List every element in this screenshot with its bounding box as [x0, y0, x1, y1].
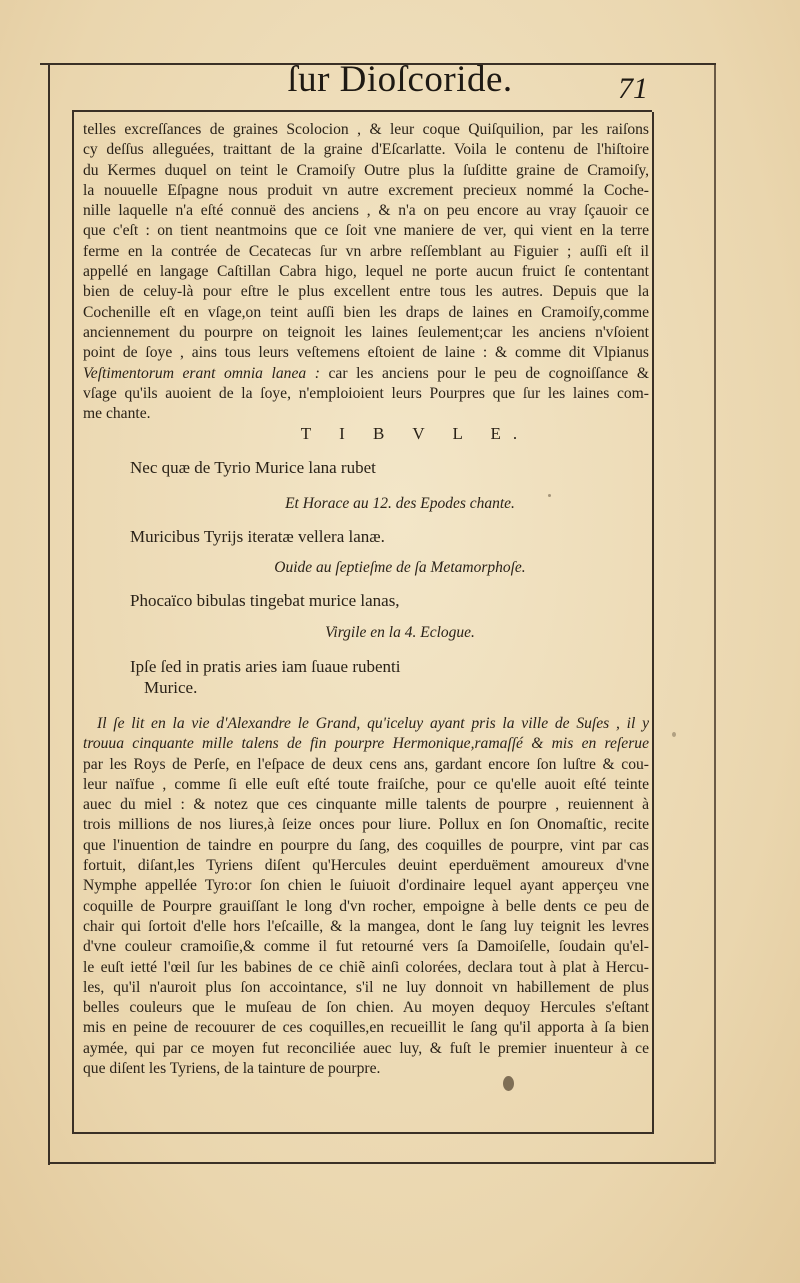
attribution-horace: Et Horace au 12. des Epodes chante. [285, 495, 515, 512]
text-line: les, qu'il n'auroit plus ſon accointance, s'il ne luy donnoit vn habillement de plus [83, 978, 649, 996]
right-border-rule [714, 65, 716, 1164]
section-heading-tibulle: T I B V L E. [300, 424, 530, 443]
page-number: 71 [618, 72, 648, 105]
text-line: que l'inuention de taindre en pourpre du ſang, des coquilles de pourpre, vint par cas [83, 836, 649, 854]
text-line: d'vne couleur cramoiſie,& comme il fut retourné vers ſa Damoiſelle, ſoudain qu'el- [83, 938, 649, 956]
latin-quote: Veſtimentorum erant omnia lanea : [83, 364, 320, 382]
text-line: auec du miel : & notez que ces cinquante mille talents de pourpre , reuiennent à [83, 796, 649, 814]
inner-bottom-rule [72, 1132, 654, 1134]
attribution-virgile: Virgile en la 4. Eclogue. [325, 624, 475, 641]
text-line-mixed [83, 364, 649, 384]
text-line: cy deſſus alleguées, traittant de la graine d'Eſcarlatte. Voila le contenu de l'hiſtoire [83, 141, 649, 159]
verse-virgile-line-2: Murice. [144, 678, 198, 697]
text-line: appellé en langage Caſtillan Cabra higo, lequel ne porte aucun fruict ſe contentant [83, 263, 649, 281]
verse-ovide: Phocaïco bibulas tingebat murice lanas, [130, 591, 400, 610]
left-border-rule [48, 65, 50, 1165]
text-line: nille laquelle n'a eſté connuë des anciens , & n'a on peu encore au vray ſçauoir ce [83, 202, 649, 220]
text-line: me chante. [83, 405, 151, 423]
text-line: point de ſoye , ains tous leurs veſtemens eſtoient de laine : & comme dit Vlpianus [83, 344, 649, 362]
text-line: Nymphe appellée Tyro:or ſon chien le ſuiuoit d'ordinaire lequel ayant apperçeu vne [83, 877, 649, 895]
text-line-italic: Il ſe lit en la vie d'Alexandre le Grand, qu'iceluy ayant pris la ville de Suſes , il y [97, 715, 649, 732]
bottom-border-rule [48, 1162, 716, 1164]
text-line: le euſt ietté l'œil ſur les babines de ce chiẽ ainſi colorées, declara tout à plat à Hercu- [83, 958, 649, 976]
text-line: que diſent les Tyriens, de la tainture de pourpre. [83, 1060, 381, 1078]
verse-virgile-line-1: Ipſe ſed in pratis aries iam ſuaue rubenti [130, 657, 401, 676]
text-line: que c'eſt : on tient neantmoins que ce ſoit vne maniere de ver, qui vient en la terre [83, 222, 649, 240]
text-line: vſage qu'ils auoient de la ſoye, n'emploioient leurs Pourpres que ſur les laines com- [83, 384, 649, 402]
text-line: par les Roys de Perſe, en l'eſpace de deux cens ans, gardant encore ſon luſtre & cou- [83, 755, 649, 773]
paragraph-cochenille [83, 120, 649, 424]
inner-right-rule [652, 112, 654, 1132]
text-line: aymée, qui par ce moyen fut reconciliée auec luy, & fuſt le premier inuenteur à ce [83, 1039, 649, 1057]
text-line-italic: trouua cinquante mille talens de fin pourpre Hermonique,ramaſſé & mis en reſerue [83, 735, 649, 753]
text-line: ferme en la contrée de Cecatecas ſur vn arbre reſſemblant au Figuier ; auſſi eſt il [83, 242, 649, 260]
header-underline-rule [72, 110, 652, 112]
text-line: du Kermes duquel on teint le Cramoiſy Outre plus la ſuſditte graine de Cramoiſy, [83, 161, 649, 179]
text-line: fortuit, diſant,les Tyriens diſent qu'Hercules deuint eperduëment amoureux d'vne [83, 857, 649, 875]
paragraph-alexandre-hercules [83, 714, 649, 1079]
attribution-ovide: Ouide au ſeptieſme de ſa Metamorphoſe. [274, 559, 526, 576]
running-header-title: ſur Dioſcoride. [287, 59, 513, 100]
ink-speck [672, 732, 676, 737]
text-line: telles excreſſances de graines Scolocion , & leur coque Quiſquilion, par les raiſons [83, 121, 649, 138]
verse-horace: Muricibus Tyrijs iteratæ vellera lanæ. [130, 527, 385, 546]
ink-blot [503, 1076, 514, 1091]
verse-tibulle: Nec quæ de Tyrio Murice lana rubet [130, 458, 376, 477]
text-line: belles couleurs que le muſeau de ſon chien. Au moyen dequoy Hercules s'eſtant [83, 999, 649, 1017]
inner-left-rule [72, 112, 74, 1132]
text-line: bien de celuy-là pour eſtre le plus excellent entre tous les autres. Depuis que la [83, 283, 649, 301]
text-line: mis en peine de recouurer de ces coquilles,en recueillit le ſang qu'il apporta à ſa bien [83, 1019, 649, 1037]
text-line: leur naïfue , comme ſi elle euſt eſté toute fraiſche, pour ce qu'elle auoit eſté teinte [83, 775, 649, 793]
text-line: Cochenille eſt en vſage,on teint auſſi bien les draps de laines en Cramoiſy,comme [83, 303, 649, 321]
ink-speck [548, 494, 551, 497]
text-line: trois millions de nos liures,à ſeize onces pour liure. Pollux en ſon Onomaſtic, recite [83, 816, 649, 834]
text-line: anciennement du pourpre on teignoit les laines ſeulement;car les anciens n'vſoient [83, 323, 649, 341]
text-line: la nouuelle Eſpagne nous produit vn autre excrement precieux nommé la Coche- [83, 181, 649, 199]
text-line: chair qui ſortoit d'elle hors l'eſcaille, & la mangea, dont le ſang luy teignit les levres [83, 917, 649, 935]
text-line: coquille de Pourpre grauiſſant le long d'vn rocher, empoigne à belle dents ce peu de [83, 897, 649, 915]
text-segment: car les anciens pour le peu de cognoiſſance & [319, 364, 649, 382]
